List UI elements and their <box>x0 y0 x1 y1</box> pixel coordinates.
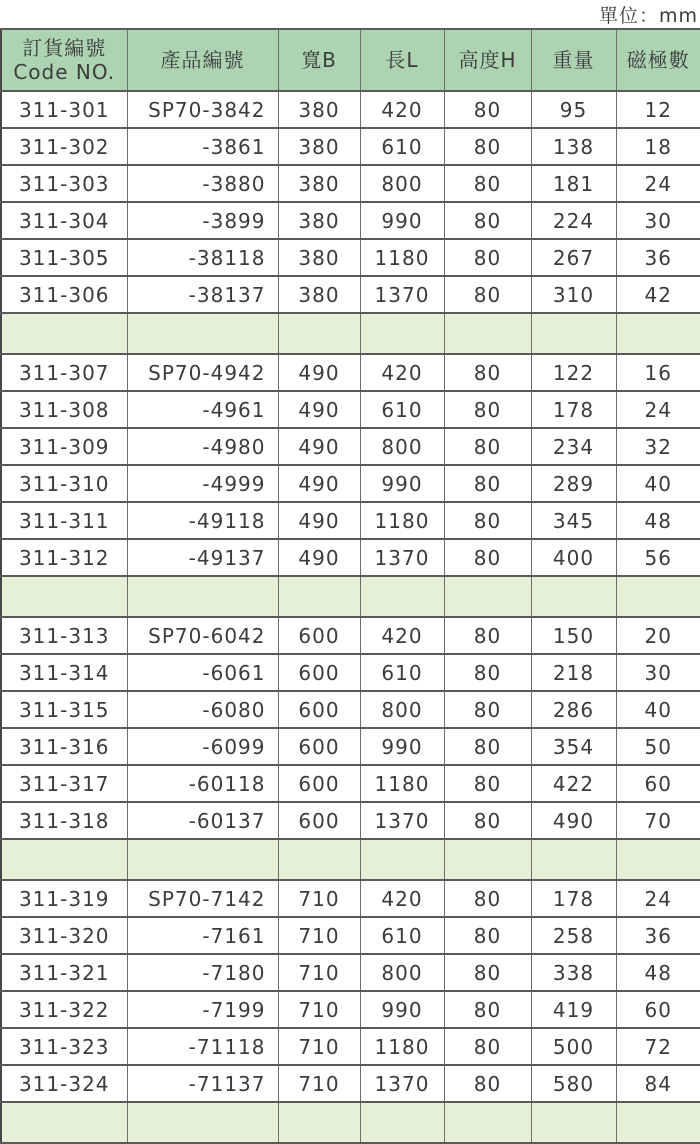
table-row <box>1 391 700 428</box>
cell-width-b: 490 <box>278 391 360 428</box>
cell-poles: 36 <box>616 917 700 954</box>
column-header-label: 產品編號 <box>128 48 278 72</box>
cell-length-l: 990 <box>360 991 444 1028</box>
table-row <box>1 728 700 765</box>
cell-weight: 400 <box>531 539 616 576</box>
column-header-label: 高度H <box>445 48 531 72</box>
table-row <box>1 1028 700 1065</box>
spacer-cell <box>360 1102 444 1143</box>
table-row <box>1 917 700 954</box>
table-row <box>1 880 700 917</box>
cell-poles: 18 <box>616 128 700 165</box>
cell-length-l: 1370 <box>360 276 444 313</box>
section-spacer-row <box>1 1102 700 1143</box>
cell-height-h: 80 <box>444 165 531 202</box>
cell-code: 311-323 <box>1 1028 127 1065</box>
spacer-cell <box>1 576 127 617</box>
cell-width-b: 710 <box>278 917 360 954</box>
cell-poles: 36 <box>616 239 700 276</box>
cell-poles: 12 <box>616 91 700 128</box>
cell-poles: 24 <box>616 391 700 428</box>
cell-code: 311-311 <box>1 502 127 539</box>
cell-code: 311-324 <box>1 1065 127 1102</box>
spacer-cell <box>360 313 444 354</box>
cell-poles: 20 <box>616 617 700 654</box>
cell-length-l: 990 <box>360 465 444 502</box>
table-row <box>1 276 700 313</box>
cell-product: -3899 <box>127 202 278 239</box>
cell-product: -49137 <box>127 539 278 576</box>
cell-poles: 30 <box>616 202 700 239</box>
table-row <box>1 239 700 276</box>
cell-width-b: 710 <box>278 1028 360 1065</box>
cell-product: -7180 <box>127 954 278 991</box>
cell-code: 311-319 <box>1 880 127 917</box>
cell-product: SP70-6042 <box>127 617 278 654</box>
cell-poles: 24 <box>616 165 700 202</box>
cell-poles: 56 <box>616 539 700 576</box>
spacer-cell <box>444 1102 531 1143</box>
cell-poles: 40 <box>616 465 700 502</box>
spacer-cell <box>531 313 616 354</box>
spacer-cell <box>127 576 278 617</box>
cell-height-h: 80 <box>444 802 531 839</box>
cell-code: 311-318 <box>1 802 127 839</box>
cell-code: 311-309 <box>1 428 127 465</box>
cell-weight: 150 <box>531 617 616 654</box>
table-row <box>1 465 700 502</box>
cell-product: -7161 <box>127 917 278 954</box>
cell-width-b: 710 <box>278 1065 360 1102</box>
table-row <box>1 165 700 202</box>
cell-width-b: 710 <box>278 991 360 1028</box>
cell-product: -3861 <box>127 128 278 165</box>
cell-height-h: 80 <box>444 917 531 954</box>
cell-height-h: 80 <box>444 880 531 917</box>
column-header-product <box>127 29 278 91</box>
cell-width-b: 380 <box>278 165 360 202</box>
cell-product: -7199 <box>127 991 278 1028</box>
cell-height-h: 80 <box>444 1028 531 1065</box>
cell-code: 311-321 <box>1 954 127 991</box>
cell-code: 311-310 <box>1 465 127 502</box>
table-row <box>1 354 700 391</box>
cell-poles: 60 <box>616 765 700 802</box>
cell-length-l: 1180 <box>360 502 444 539</box>
cell-product: -3880 <box>127 165 278 202</box>
column-header-label: 寬B <box>279 48 360 72</box>
cell-height-h: 80 <box>444 239 531 276</box>
cell-code: 311-302 <box>1 128 127 165</box>
cell-width-b: 600 <box>278 654 360 691</box>
cell-width-b: 490 <box>278 354 360 391</box>
cell-height-h: 80 <box>444 128 531 165</box>
section-spacer-row <box>1 313 700 354</box>
section-spacer-row <box>1 839 700 880</box>
cell-weight: 500 <box>531 1028 616 1065</box>
spacer-cell <box>278 313 360 354</box>
cell-width-b: 600 <box>278 691 360 728</box>
cell-weight: 354 <box>531 728 616 765</box>
cell-width-b: 380 <box>278 239 360 276</box>
column-header-label: 磁極數 <box>617 48 700 72</box>
cell-height-h: 80 <box>444 654 531 691</box>
cell-width-b: 710 <box>278 954 360 991</box>
column-header-poles <box>616 29 700 91</box>
cell-length-l: 1370 <box>360 1065 444 1102</box>
cell-weight: 267 <box>531 239 616 276</box>
cell-poles: 30 <box>616 654 700 691</box>
cell-height-h: 80 <box>444 991 531 1028</box>
spec-table-header <box>1 29 700 91</box>
cell-width-b: 490 <box>278 428 360 465</box>
table-row <box>1 765 700 802</box>
cell-code: 311-308 <box>1 391 127 428</box>
cell-height-h: 80 <box>444 539 531 576</box>
cell-length-l: 800 <box>360 165 444 202</box>
cell-code: 311-303 <box>1 165 127 202</box>
cell-poles: 40 <box>616 691 700 728</box>
cell-weight: 310 <box>531 276 616 313</box>
cell-weight: 138 <box>531 128 616 165</box>
spacer-cell <box>127 313 278 354</box>
cell-length-l: 800 <box>360 954 444 991</box>
column-header-label: 訂貨編號 <box>2 36 127 60</box>
cell-code: 311-306 <box>1 276 127 313</box>
cell-poles: 24 <box>616 880 700 917</box>
cell-height-h: 80 <box>444 691 531 728</box>
cell-height-h: 80 <box>444 765 531 802</box>
cell-width-b: 490 <box>278 539 360 576</box>
cell-weight: 422 <box>531 765 616 802</box>
cell-height-h: 80 <box>444 354 531 391</box>
spacer-cell <box>278 839 360 880</box>
cell-width-b: 380 <box>278 276 360 313</box>
spacer-cell <box>1 1102 127 1143</box>
spacer-cell <box>444 313 531 354</box>
cell-length-l: 420 <box>360 880 444 917</box>
cell-height-h: 80 <box>444 91 531 128</box>
cell-product: -4961 <box>127 391 278 428</box>
column-header-length-l <box>360 29 444 91</box>
cell-weight: 178 <box>531 391 616 428</box>
cell-code: 311-304 <box>1 202 127 239</box>
cell-width-b: 380 <box>278 91 360 128</box>
cell-code: 311-313 <box>1 617 127 654</box>
cell-height-h: 80 <box>444 954 531 991</box>
cell-product: -38137 <box>127 276 278 313</box>
cell-height-h: 80 <box>444 391 531 428</box>
spacer-cell <box>531 576 616 617</box>
table-row <box>1 617 700 654</box>
spacer-cell <box>616 313 700 354</box>
cell-weight: 122 <box>531 354 616 391</box>
cell-poles: 42 <box>616 276 700 313</box>
cell-weight: 289 <box>531 465 616 502</box>
cell-code: 311-317 <box>1 765 127 802</box>
cell-poles: 16 <box>616 354 700 391</box>
cell-poles: 72 <box>616 1028 700 1065</box>
table-row <box>1 539 700 576</box>
spacer-cell <box>360 576 444 617</box>
cell-code: 311-315 <box>1 691 127 728</box>
spacer-cell <box>531 1102 616 1143</box>
cell-width-b: 600 <box>278 617 360 654</box>
cell-length-l: 1370 <box>360 539 444 576</box>
cell-product: -6099 <box>127 728 278 765</box>
table-row <box>1 202 700 239</box>
table-row <box>1 954 700 991</box>
cell-weight: 580 <box>531 1065 616 1102</box>
spacer-cell <box>127 1102 278 1143</box>
cell-poles: 50 <box>616 728 700 765</box>
cell-product: -6061 <box>127 654 278 691</box>
cell-length-l: 420 <box>360 354 444 391</box>
cell-width-b: 600 <box>278 802 360 839</box>
column-header-width-b <box>278 29 360 91</box>
column-header-weight <box>531 29 616 91</box>
cell-code: 311-320 <box>1 917 127 954</box>
header-row <box>1 29 700 91</box>
unit-label: 單位：mm <box>599 1 698 28</box>
cell-length-l: 610 <box>360 917 444 954</box>
cell-weight: 95 <box>531 91 616 128</box>
cell-length-l: 610 <box>360 128 444 165</box>
cell-weight: 286 <box>531 691 616 728</box>
cell-weight: 224 <box>531 202 616 239</box>
cell-weight: 234 <box>531 428 616 465</box>
cell-weight: 218 <box>531 654 616 691</box>
cell-product: -60118 <box>127 765 278 802</box>
cell-product: -4980 <box>127 428 278 465</box>
cell-weight: 338 <box>531 954 616 991</box>
cell-height-h: 80 <box>444 428 531 465</box>
cell-weight: 490 <box>531 802 616 839</box>
cell-weight: 345 <box>531 502 616 539</box>
cell-poles: 48 <box>616 954 700 991</box>
cell-length-l: 990 <box>360 728 444 765</box>
spacer-cell <box>278 1102 360 1143</box>
cell-width-b: 380 <box>278 202 360 239</box>
column-header-label: 重量 <box>532 48 616 72</box>
cell-width-b: 490 <box>278 465 360 502</box>
cell-product: -6080 <box>127 691 278 728</box>
cell-code: 311-305 <box>1 239 127 276</box>
cell-width-b: 710 <box>278 880 360 917</box>
cell-length-l: 1370 <box>360 802 444 839</box>
column-header-height-h <box>444 29 531 91</box>
cell-poles: 32 <box>616 428 700 465</box>
cell-width-b: 380 <box>278 128 360 165</box>
cell-width-b: 600 <box>278 728 360 765</box>
column-header-sublabel: Code NO. <box>2 60 127 84</box>
cell-poles: 60 <box>616 991 700 1028</box>
cell-weight: 419 <box>531 991 616 1028</box>
spacer-cell <box>1 313 127 354</box>
cell-weight: 258 <box>531 917 616 954</box>
cell-product: -38118 <box>127 239 278 276</box>
spacer-cell <box>278 576 360 617</box>
cell-poles: 84 <box>616 1065 700 1102</box>
cell-height-h: 80 <box>444 465 531 502</box>
cell-product: -49118 <box>127 502 278 539</box>
spec-table <box>0 28 700 1144</box>
spacer-cell <box>444 839 531 880</box>
cell-height-h: 80 <box>444 728 531 765</box>
cell-product: SP70-7142 <box>127 880 278 917</box>
cell-length-l: 1180 <box>360 1028 444 1065</box>
column-header-code <box>1 29 127 91</box>
table-row <box>1 991 700 1028</box>
cell-length-l: 800 <box>360 691 444 728</box>
spacer-cell <box>444 576 531 617</box>
spacer-cell <box>616 576 700 617</box>
cell-weight: 181 <box>531 165 616 202</box>
cell-length-l: 420 <box>360 91 444 128</box>
cell-product: SP70-3842 <box>127 91 278 128</box>
cell-poles: 70 <box>616 802 700 839</box>
spec-table-body <box>1 91 700 1143</box>
cell-length-l: 800 <box>360 428 444 465</box>
cell-code: 311-301 <box>1 91 127 128</box>
cell-code: 311-312 <box>1 539 127 576</box>
table-row <box>1 1065 700 1102</box>
cell-width-b: 600 <box>278 765 360 802</box>
cell-length-l: 990 <box>360 202 444 239</box>
table-row <box>1 91 700 128</box>
cell-height-h: 80 <box>444 617 531 654</box>
table-row <box>1 802 700 839</box>
table-row <box>1 691 700 728</box>
cell-code: 311-314 <box>1 654 127 691</box>
spacer-cell <box>127 839 278 880</box>
cell-weight: 178 <box>531 880 616 917</box>
cell-length-l: 610 <box>360 391 444 428</box>
cell-length-l: 610 <box>360 654 444 691</box>
cell-code: 311-307 <box>1 354 127 391</box>
cell-height-h: 80 <box>444 276 531 313</box>
cell-product: -4999 <box>127 465 278 502</box>
spacer-cell <box>616 1102 700 1143</box>
spacer-cell <box>531 839 616 880</box>
table-row <box>1 428 700 465</box>
table-row <box>1 502 700 539</box>
section-spacer-row <box>1 576 700 617</box>
table-row <box>1 128 700 165</box>
column-header-label: 長L <box>361 48 444 72</box>
cell-product: -71118 <box>127 1028 278 1065</box>
table-row <box>1 654 700 691</box>
cell-width-b: 490 <box>278 502 360 539</box>
cell-poles: 48 <box>616 502 700 539</box>
cell-product: -60137 <box>127 802 278 839</box>
cell-height-h: 80 <box>444 1065 531 1102</box>
spacer-cell <box>616 839 700 880</box>
cell-length-l: 1180 <box>360 239 444 276</box>
cell-code: 311-322 <box>1 991 127 1028</box>
cell-product: SP70-4942 <box>127 354 278 391</box>
spacer-cell <box>1 839 127 880</box>
cell-product: -71137 <box>127 1065 278 1102</box>
spacer-cell <box>360 839 444 880</box>
cell-length-l: 420 <box>360 617 444 654</box>
cell-height-h: 80 <box>444 502 531 539</box>
cell-height-h: 80 <box>444 202 531 239</box>
cell-length-l: 1180 <box>360 765 444 802</box>
cell-code: 311-316 <box>1 728 127 765</box>
